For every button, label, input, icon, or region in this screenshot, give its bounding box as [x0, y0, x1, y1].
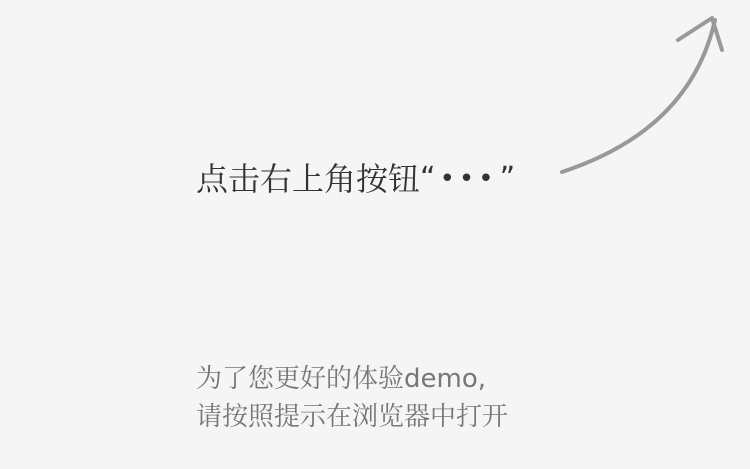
menu-hint [196, 154, 515, 204]
open-quote: “ [420, 161, 436, 196]
close-quote: ” [499, 161, 516, 196]
notice-line-2: 请按照提示在浏览器中打开 [196, 402, 509, 432]
more-menu-icon: ••• [439, 164, 498, 194]
hint-text: 点击右上角按钮 [196, 160, 421, 198]
browser-notice [196, 360, 508, 436]
notice-line-1: 为了您更好的体验demo, [196, 364, 486, 394]
curved-arrow-icon [540, 0, 750, 200]
